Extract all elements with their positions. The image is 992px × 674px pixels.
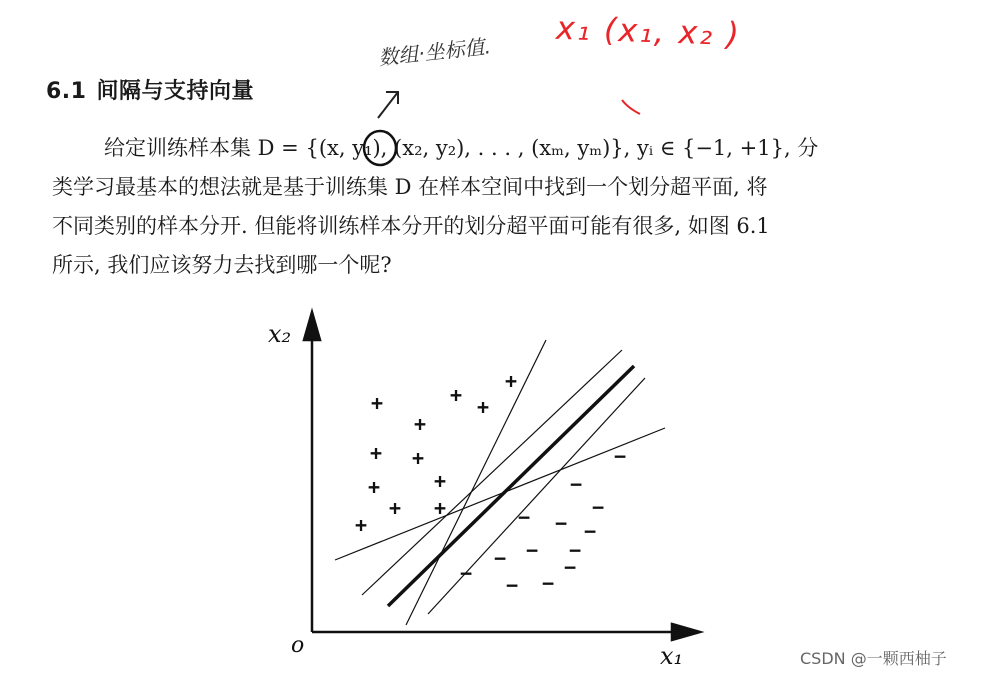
hyperplane-line (406, 340, 546, 625)
hyperplane-line (388, 366, 634, 606)
plus-point: + (433, 496, 447, 520)
minus-point: − (583, 519, 597, 543)
positive-samples (355, 369, 517, 537)
figure-axes (304, 312, 700, 640)
origin-label: o (291, 633, 305, 658)
minus-point: − (591, 495, 605, 519)
section-number: 6.1 (46, 79, 87, 104)
paragraph-line-4: 所示, 我们应该努力去找到哪一个呢? (52, 253, 392, 277)
y-axis-label: x₂ (268, 320, 292, 348)
minus-point: − (569, 472, 583, 496)
annotation-arrow (378, 92, 398, 118)
plus-point: + (388, 496, 402, 520)
negative-samples (460, 444, 626, 597)
handwritten-note: 数组·坐标值. (377, 34, 492, 70)
plus-point: + (433, 469, 447, 493)
plus-point: + (354, 513, 368, 537)
annotation-circle (364, 131, 396, 165)
minus-point: − (525, 538, 539, 562)
minus-point: − (563, 555, 577, 579)
minus-point: − (493, 546, 507, 570)
minus-point: − (554, 511, 568, 535)
minus-point: − (505, 573, 519, 597)
paragraph-line-1: 给定训练样本集 D = {(x, y₁), (x₂, y₂), . . . , (xₘ, yₘ)}, yᵢ ∈ {−1, +1}, 分 (104, 136, 819, 160)
plus-point: + (413, 412, 427, 436)
section-title: 间隔与支持向量 (96, 79, 254, 104)
plus-point: + (449, 383, 463, 407)
x-axis-label: x₁ (660, 642, 684, 670)
hyperplane-line (362, 350, 622, 595)
minus-point: − (459, 561, 473, 585)
paragraph-line-3: 不同类别的样本分开. 但能将训练样本分开的划分超平面可能有很多, 如图 6.1 (52, 214, 770, 238)
plus-point: + (369, 441, 383, 465)
plus-point: + (367, 475, 381, 499)
minus-point: − (517, 505, 531, 529)
minus-point: − (613, 444, 627, 468)
minus-point: − (541, 571, 555, 595)
plus-point: + (411, 446, 425, 470)
paragraph-line-2: 类学习最基本的想法就是基于训练集 D 在样本空间中找到一个划分超平面, 将 (52, 175, 768, 199)
plus-point: + (504, 369, 518, 393)
annotation-red-mark (622, 100, 640, 114)
handwritten-tuple: x₁ (x₁, x₂ ) (555, 8, 742, 54)
hyperplanes (335, 340, 665, 625)
watermark: CSDN @一颗西柚子 (800, 649, 947, 668)
minus-point: − (568, 538, 582, 562)
plus-point: + (370, 391, 384, 415)
plus-point: + (476, 395, 490, 419)
